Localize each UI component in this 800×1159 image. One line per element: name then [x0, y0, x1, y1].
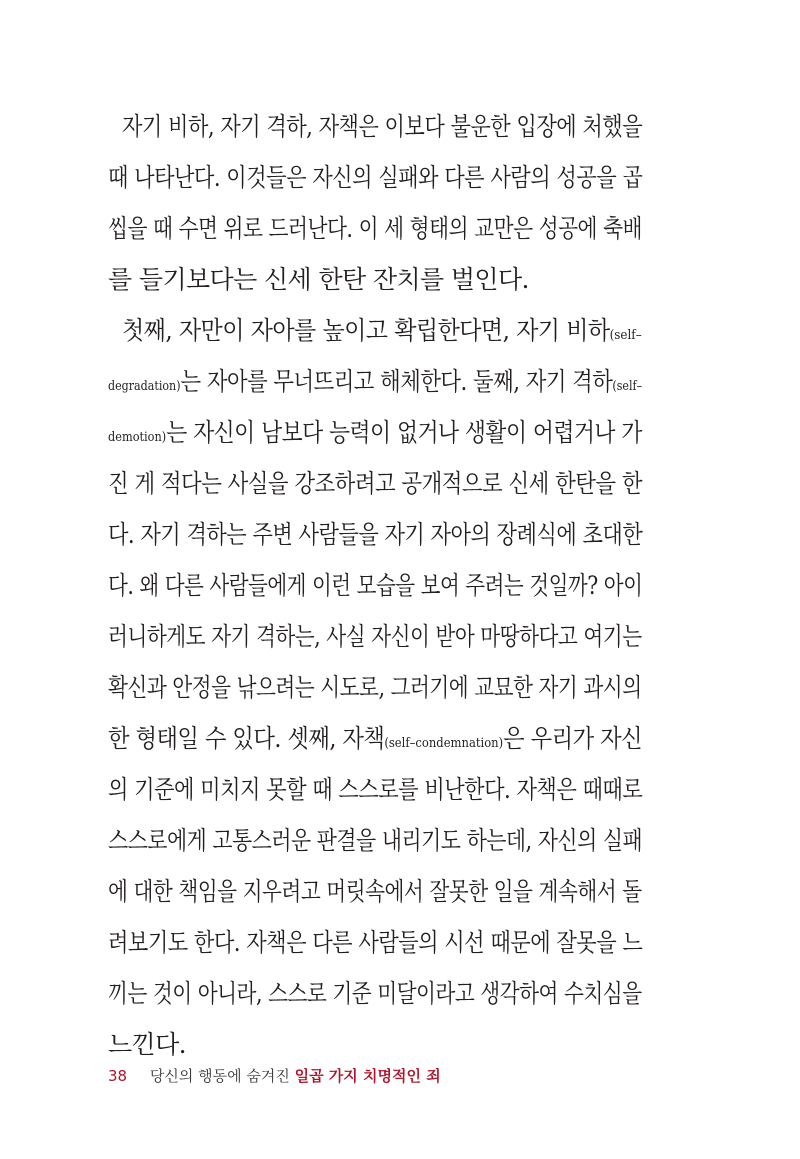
text-line — [108, 770, 642, 810]
page-footer — [108, 1066, 441, 1086]
english-term: (self– — [609, 328, 642, 343]
text-segment: 려보기도 한다. 자책은 다른 사람들의 시선 때문에 잘못을 느 — [108, 928, 643, 957]
text-segment: 는 자신이 남보다 능력이 없거나 생활이 어렵거나 가 — [166, 418, 642, 447]
book-title-prefix: 당신의 행동에 숨겨진 — [149, 1067, 290, 1085]
text-line — [108, 923, 642, 963]
text-segment: 스스로에게 고통스러운 판결을 내리기도 하는데, 자신의 실패 — [108, 826, 643, 855]
text-line — [108, 668, 642, 708]
text-line — [108, 515, 642, 555]
english-term: degradation) — [108, 379, 181, 394]
text-segment: 자기 비하, 자기 격하, 자책은 이보다 불운한 입장에 처했을 — [122, 112, 643, 141]
text-segment: 다. 왜 다른 사람들에게 이런 모습을 보여 주려는 것일까? 아이 — [108, 571, 643, 600]
text-segment: 한 형태일 수 있다. 셋째, 자책 — [108, 724, 385, 753]
page-number: 38 — [108, 1067, 128, 1085]
text-segment: 씹을 때 수면 위로 드러난다. 이 세 형태의 교만은 성공에 축배 — [108, 214, 643, 243]
text-line — [108, 209, 642, 249]
text-line — [122, 107, 642, 147]
text-line — [108, 464, 642, 504]
text-line — [108, 260, 642, 300]
text-segment: 첫째, 자만이 자아를 높이고 확립한다면, 자기 비하 — [122, 316, 610, 345]
text-line — [108, 872, 642, 912]
text-segment: 의 기준에 미치지 못할 때 스스로를 비난한다. 자책은 때때로 — [108, 775, 643, 804]
text-segment: 러니하게도 자기 격하는, 사실 자신이 받아 마땅하다고 여기는 — [108, 622, 642, 651]
text-segment: 는 자아를 무너뜨리고 해체한다. 둘째, 자기 격하 — [180, 367, 613, 396]
text-segment: 진 게 적다는 사실을 강조하려고 공개적으로 신세 한탄을 한 — [108, 469, 642, 498]
english-term: (self–condemnation) — [384, 736, 504, 751]
text-segment: 를 들기보다는 신세 한탄 잔치를 벌인다. — [108, 265, 529, 294]
english-term: (self– — [612, 379, 643, 394]
text-line — [108, 362, 642, 402]
text-segment: 다. 자기 격하는 주변 사람들을 자기 자아의 장례식에 초대한 — [108, 520, 643, 549]
text-line — [108, 566, 642, 606]
text-segment: 확신과 안정을 낚으려는 시도로, 그러기에 교묘한 자기 과시의 — [108, 673, 642, 702]
text-line — [108, 974, 642, 1014]
english-term: demotion) — [108, 430, 167, 445]
text-segment: 은 우리가 자신 — [503, 724, 642, 753]
text-line — [122, 311, 642, 351]
text-line — [108, 617, 642, 657]
text-line — [108, 413, 642, 453]
text-segment: 느낀다. — [108, 1030, 186, 1059]
text-line — [108, 158, 642, 198]
text-segment: 때 나타난다. 이것들은 자신의 실패와 다른 사람의 성공을 곱 — [108, 163, 643, 192]
book-title: 일곱 가지 치명적인 죄 — [294, 1067, 441, 1085]
text-line — [108, 719, 642, 759]
text-line — [108, 1025, 642, 1065]
text-line — [108, 821, 642, 861]
text-segment: 에 대한 책임을 지우려고 머릿속에서 잘못한 일을 계속해서 돌 — [108, 877, 642, 906]
text-segment: 끼는 것이 아니라, 스스로 기준 미달이라고 생각하여 수치심을 — [108, 979, 642, 1008]
